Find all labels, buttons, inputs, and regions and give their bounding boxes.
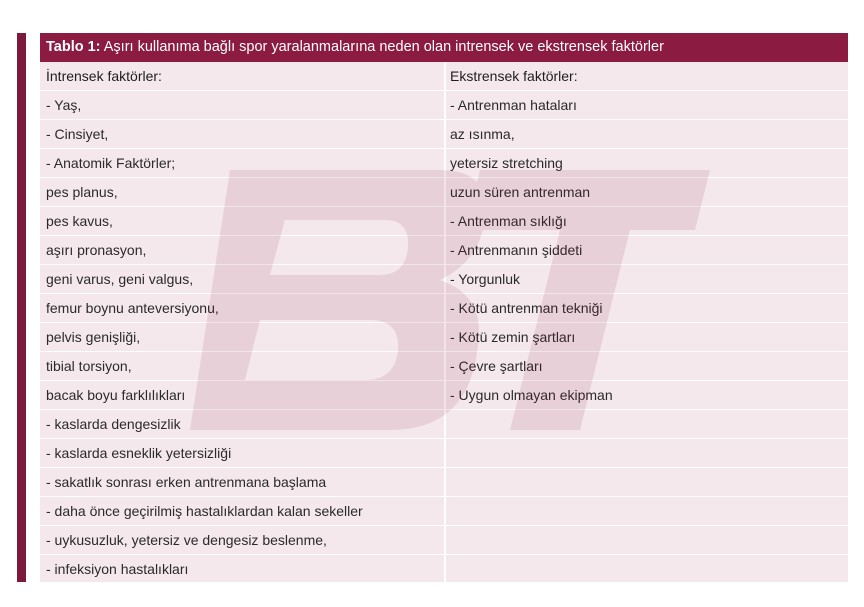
intrinsic-factor-cell: pes planus, (46, 184, 118, 200)
extrinsic-factor-cell (450, 526, 842, 554)
intrinsic-factor-cell: femur boynu anteversiyonu, (46, 300, 219, 316)
header-intrinsic: İntrensek faktörler: (46, 68, 162, 84)
extrinsic-factor-cell: - Uygun olmayan ekipman (450, 387, 613, 403)
extrinsic-factor-cell: yetersiz stretching (450, 155, 563, 171)
intrinsic-factor-cell: - uykusuzluk, yetersiz ve dengesiz beslenme, (46, 532, 327, 548)
table-title (40, 33, 848, 62)
extrinsic-factor-cell: uzun süren antrenman (450, 184, 591, 200)
extrinsic-factor-cell: - Kötü antrenman tekniği (450, 300, 603, 316)
column-divider (444, 62, 446, 582)
intrinsic-factor-cell: bacak boyu farklılıkları (46, 387, 186, 403)
intrinsic-factor-cell: - kaslarda esneklik yetersizliği (46, 445, 232, 461)
extrinsic-factor-cell (450, 410, 842, 438)
table-title-text: Aşırı kullanıma bağlı spor yaralanmalarına neden olan intrensek ve ekstrensek faktörler (100, 39, 664, 55)
intrinsic-factor-cell: tibial torsiyon, (46, 358, 132, 374)
extrinsic-factor-cell (450, 555, 842, 583)
extrinsic-factor-cell (450, 439, 842, 467)
intrinsic-factor-cell: pes kavus, (46, 213, 113, 229)
accent-bar (17, 33, 26, 582)
intrinsic-factor-cell: - Anatomik Faktörler; (46, 155, 176, 171)
table-title-label: Tablo 1: (46, 39, 101, 55)
extrinsic-factor-cell: az ısınma, (450, 126, 515, 142)
extrinsic-factor-cell: - Antrenman sıklığı (450, 213, 567, 229)
extrinsic-factor-cell: - Yorgunluk (450, 271, 521, 287)
intrinsic-factor-cell: geni varus, geni valgus, (46, 271, 194, 287)
factors-table (40, 33, 848, 582)
intrinsic-factor-cell: - daha önce geçirilmiş hastalıklardan kalan sekeller (46, 503, 363, 519)
intrinsic-factor-cell: pelvis genişliği, (46, 329, 141, 345)
extrinsic-factor-cell (450, 468, 842, 496)
intrinsic-factor-cell: - Cinsiyet, (46, 126, 109, 142)
extrinsic-factor-cell: - Çevre şartları (450, 358, 543, 374)
intrinsic-factor-cell: aşırı pronasyon, (46, 242, 147, 258)
header-extrinsic: Ekstrensek faktörler: (450, 68, 578, 84)
intrinsic-factor-cell: - infeksiyon hastalıkları (46, 561, 189, 577)
extrinsic-factor-cell (450, 497, 842, 525)
intrinsic-factor-cell: - kaslarda dengesizlik (46, 416, 181, 432)
extrinsic-factor-cell: - Kötü zemin şartları (450, 329, 576, 345)
extrinsic-factor-cell: - Antrenman hataları (450, 97, 577, 113)
intrinsic-factor-cell: - Yaş, (46, 97, 82, 113)
extrinsic-factor-cell: - Antrenmanın şiddeti (450, 242, 583, 258)
intrinsic-factor-cell: - sakatlık sonrası erken antrenmana başlama (46, 474, 327, 490)
